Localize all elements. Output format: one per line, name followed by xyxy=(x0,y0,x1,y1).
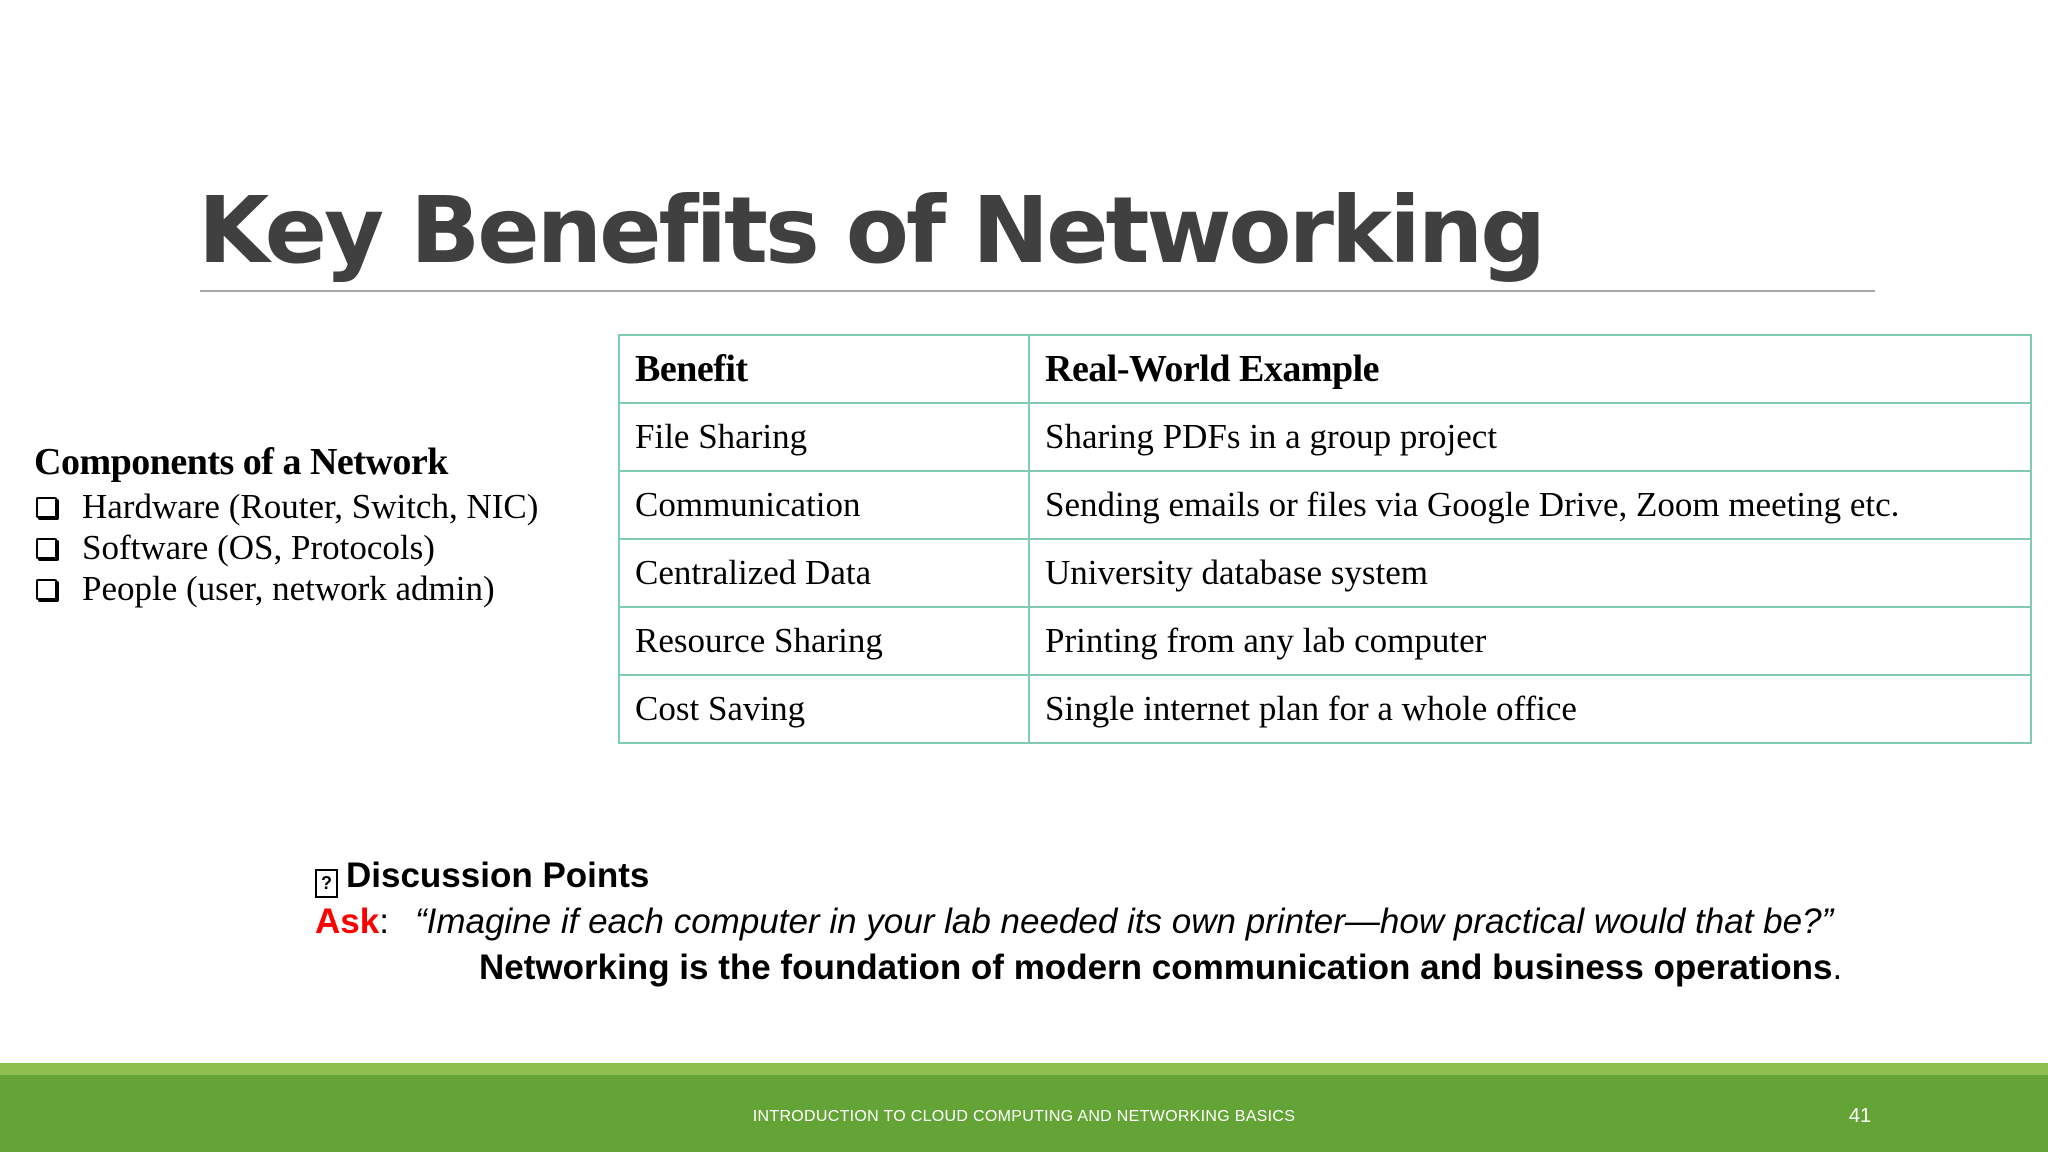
table-row xyxy=(619,471,2031,539)
example-cell: University database system xyxy=(1029,539,2031,607)
footer-course-title: INTRODUCTION TO CLOUD COMPUTING AND NETWORKING BASICS xyxy=(752,1108,1296,1125)
discussion-heading-label: Discussion Points xyxy=(346,856,650,895)
page-number: 41 xyxy=(1848,1105,1872,1127)
example-cell: Sharing PDFs in a group project xyxy=(1029,403,2031,471)
example-cell: Sending emails or files via Google Drive, Zoom meeting etc. xyxy=(1029,471,2031,539)
list-item xyxy=(34,527,594,568)
table-row xyxy=(619,675,2031,743)
takeaway-period: . xyxy=(1832,948,1843,987)
components-list xyxy=(34,486,594,609)
checkbox-icon xyxy=(36,538,57,559)
benefit-cell: Resource Sharing xyxy=(619,607,1029,675)
title-divider xyxy=(200,290,1875,292)
benefit-cell: Cost Saving xyxy=(619,675,1029,743)
benefit-cell: Communication xyxy=(619,471,1029,539)
list-item xyxy=(34,486,594,527)
benefits-table xyxy=(618,334,2032,744)
takeaway-text: Networking is the foundation of modern communication and business operations xyxy=(479,948,1833,987)
column-header-benefit: Benefit xyxy=(619,335,1029,403)
benefit-cell: Centralized Data xyxy=(619,539,1029,607)
list-item-label: Software (OS, Protocols) xyxy=(82,528,435,567)
table-header-row xyxy=(619,335,2031,403)
checkbox-icon xyxy=(36,497,57,518)
ask-label: Ask xyxy=(315,902,380,941)
footer-accent-stripe xyxy=(0,1063,2048,1075)
list-item xyxy=(34,568,594,609)
missing-glyph-icon: ? xyxy=(315,869,338,898)
checkbox-icon xyxy=(36,579,57,600)
column-header-example: Real-World Example xyxy=(1029,335,2031,403)
components-heading: Components of a Network xyxy=(34,441,448,483)
components-section xyxy=(34,438,594,609)
list-item-label: Hardware (Router, Switch, NIC) xyxy=(82,487,539,526)
slide-title: Key Benefits of Networking xyxy=(198,177,1544,284)
table-row xyxy=(619,539,2031,607)
table-row xyxy=(619,607,2031,675)
takeaway-line xyxy=(479,945,1842,991)
ask-line xyxy=(315,899,1833,945)
discussion-heading xyxy=(315,853,649,899)
ask-quote: “Imagine if each computer in your lab needed its own printer—how practical would that be?” xyxy=(414,902,1834,941)
table-row xyxy=(619,403,2031,471)
benefit-cell: File Sharing xyxy=(619,403,1029,471)
example-cell: Single internet plan for a whole office xyxy=(1029,675,2031,743)
ask-separator: : xyxy=(379,902,389,941)
example-cell: Printing from any lab computer xyxy=(1029,607,2031,675)
list-item-label: People (user, network admin) xyxy=(82,569,495,608)
